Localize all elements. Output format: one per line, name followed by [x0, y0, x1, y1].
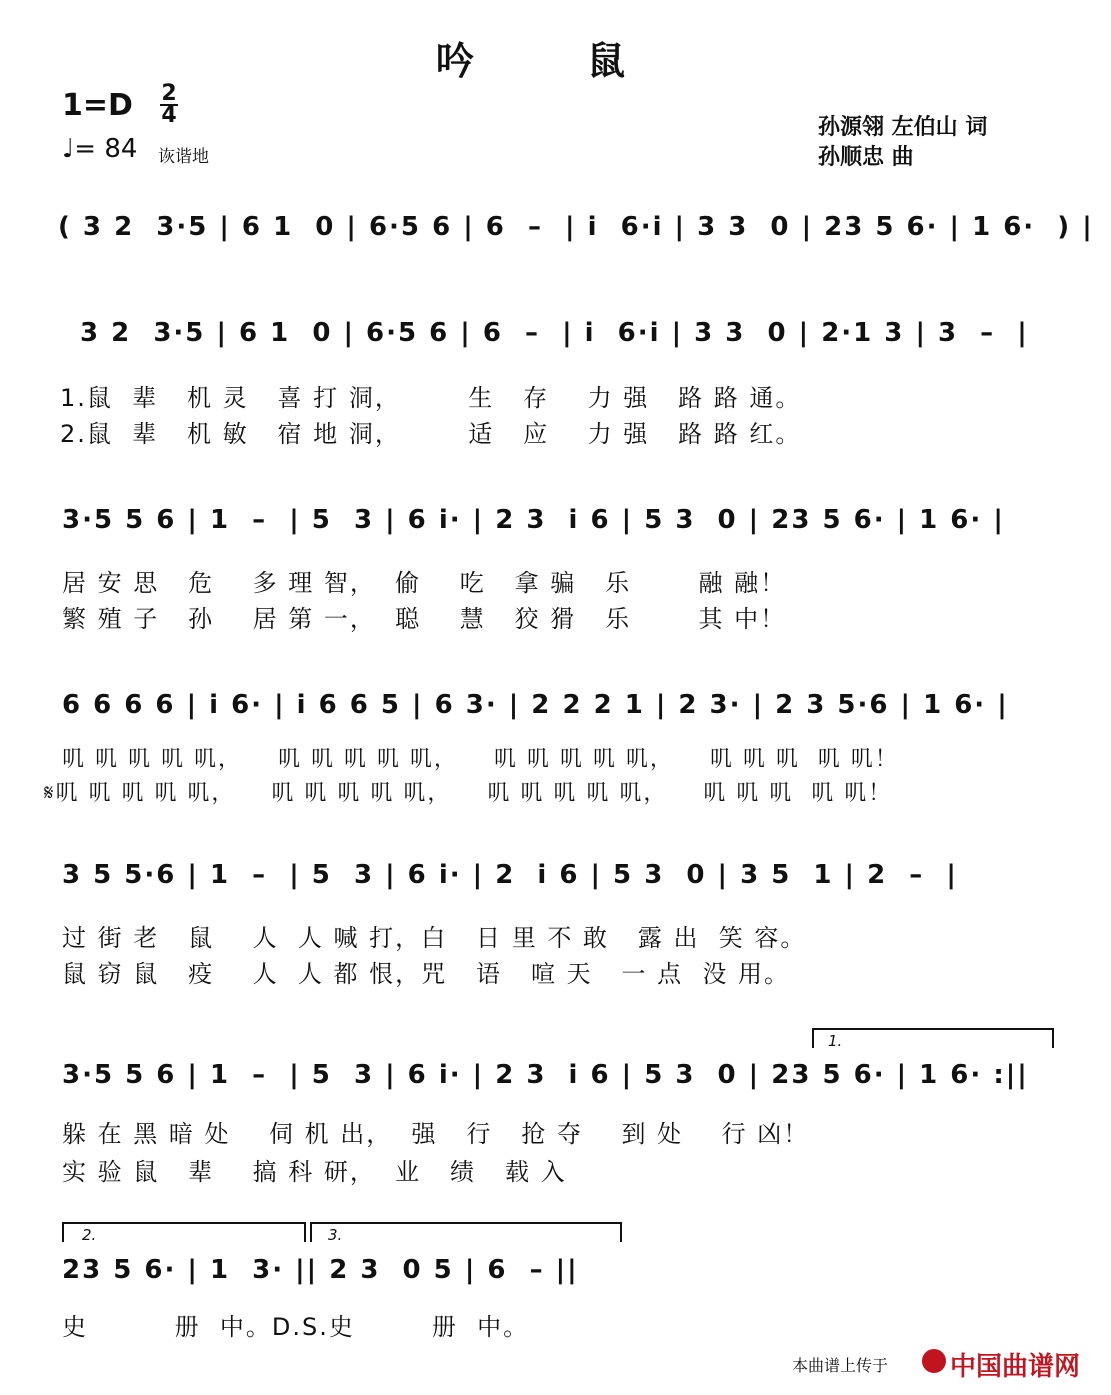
lyricist-credit: 孙源翎 左伯山 词 [818, 115, 988, 140]
notation-line: 3 5 5·6 | 1 – | 5 3 | 6 i· | 2 i 6 | 5 3 0 | 3 5 1 | 2 – | [62, 860, 958, 890]
notation-line: 3·5 5 6 | 1 – | 5 3 | 6 i· | 2 3 i 6 | 5 3 0 | 23 5 6· | 1 6· :|| [62, 1060, 1029, 1090]
time-signature-bottom: 4 [161, 103, 177, 128]
lyric-verse-1: 叽 叽 叽 叽 叽， 叽 叽 叽 叽 叽， 叽 叽 叽 叽 叽， 叽 叽 叽 叽 叽！ [62, 747, 899, 772]
volta-2-bracket [62, 1222, 306, 1242]
tempo-marking [62, 134, 137, 164]
lyric-verse-1: 史 册 中。D.S.史 册 中。 [62, 1313, 530, 1341]
quarter-note-icon: ♩ [62, 134, 75, 164]
notation-line: 3·5 5 6 | 1 – | 5 3 | 6 i· | 2 3 i 6 | 5 3 0 | 23 5 6· | 1 6· | [62, 505, 1005, 535]
notation-line: 3 2 3·5 | 6 1 0 | 6·5 6 | 6 – | i 6·i | 3 3 0 | 2·1 3 | 3 – | [80, 318, 1029, 348]
composer-credit: 孙顺忠 曲 [818, 145, 914, 170]
lyric-verse-1: 躲 在 黑 暗 处 伺 机 出， 强 行 抢 夺 到 处 行 凶！ [62, 1120, 810, 1148]
volta-3-bracket [310, 1222, 622, 1242]
tempo-value: = 84 [74, 134, 138, 164]
notation-line: 23 5 6· | 1 3· || 2 3 0 5 | 6 – || [62, 1255, 579, 1285]
time-signature [160, 81, 178, 128]
song-title: 吟 鼠 [435, 39, 676, 83]
volta-3-label: 3. [328, 1226, 343, 1244]
lyric-verse-2-segno: 𝄋叽 叽 叽 叽 叽， 叽 叽 叽 叽 叽， 叽 叽 叽 叽 叽， 叽 叽 叽 叽 叽！ [44, 781, 893, 806]
tempo-word: 诙谐地 [158, 147, 209, 167]
site-logo-icon [922, 1349, 946, 1373]
key-signature: 1=D [62, 88, 133, 123]
volta-1-label: 1. [828, 1032, 843, 1050]
lyric-verse-2: 实 验 鼠 辈 搞 科 研， 业 绩 载 入 [62, 1158, 567, 1186]
volta-2-label: 2. [82, 1226, 97, 1244]
lyric-verse-2: 鼠 窃 鼠 疫 人 人 都 恨，咒 语 喧 天 一 点 没 用。 [62, 960, 790, 988]
time-signature-top: 2 [161, 81, 177, 106]
volta-1-bracket [812, 1028, 1054, 1048]
lyric-verse-1: 居 安 思 危 多 理 智， 偷 吃 拿 骗 乐 融 融！ [62, 569, 787, 597]
notation-line: 6 6 6 6 | i 6· | i 6 6 5 | 6 3· | 2 2 2 1 | 2 3· | 2 3 5·6 | 1 6· | [62, 690, 1009, 720]
notation-line: ( 3 2 3·5 | 6 1 0 | 6·5 6 | 6 – | i 6·i | 3 3 0 | 23 5 6· | 1 6· ) | [58, 212, 1094, 242]
site-logo-text[interactable]: 中国曲谱网 [950, 1352, 1081, 1382]
lyric-verse-2: 2.鼠 辈 机 敏 宿 地 洞， 适 应 力 强 路 路 红。 [60, 420, 802, 448]
lyric-verse-2: 繁 殖 子 孙 居 第 一， 聪 慧 狡 猾 乐 其 中！ [62, 605, 787, 633]
lyric-verse-1: 过 街 老 鼠 人 人 喊 打，白 日 里 不 敢 露 出 笑 容。 [62, 924, 807, 952]
footer-upload-note: 本曲谱上传于 [792, 1356, 889, 1375]
lyric-verse-1: 1.鼠 辈 机 灵 喜 打 洞， 生 存 力 强 路 路 通。 [60, 384, 802, 412]
